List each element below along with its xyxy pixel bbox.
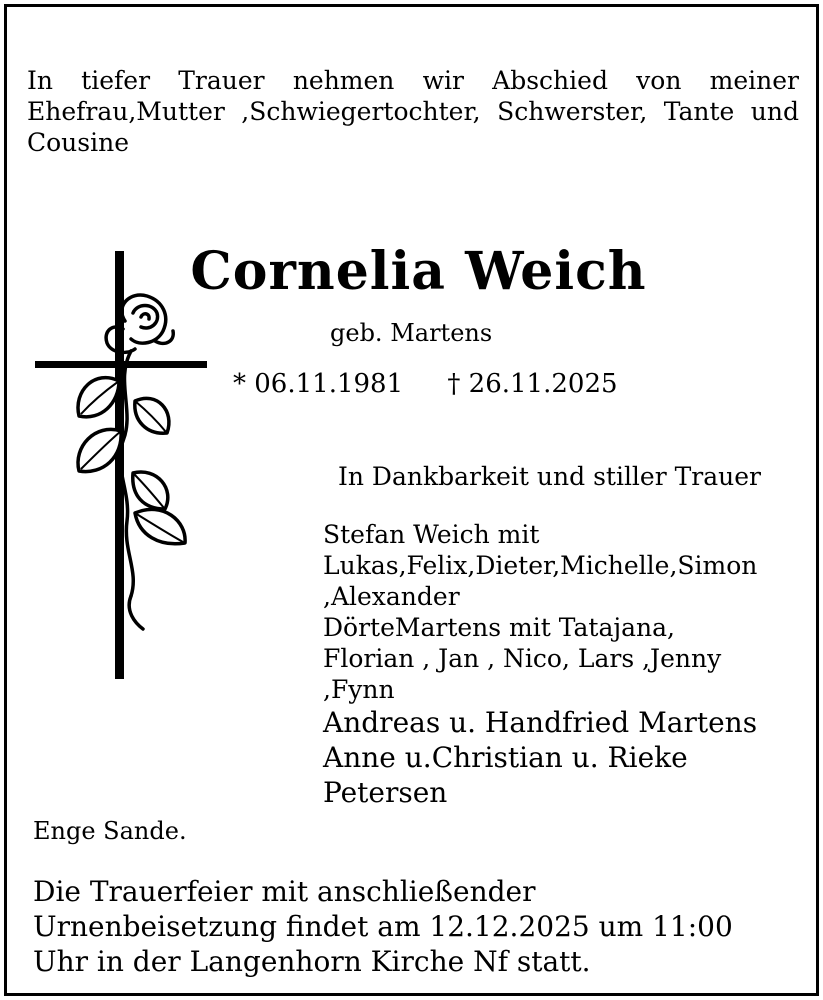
cross-with-rose-icon xyxy=(35,251,213,679)
family-line: ,Alexander xyxy=(323,582,460,611)
family-line: Petersen xyxy=(323,776,448,809)
deceased-name: Cornelia Weich xyxy=(190,241,647,302)
maiden-name: geb. Martens xyxy=(330,319,493,347)
life-dates xyxy=(233,369,618,399)
intro-text: In tiefer Trauer nehmen wir Abschied von meiner Ehefrau,Mutter ,Schwiegertochter, Schwerster, Tante und Cousine xyxy=(27,66,799,157)
death-date: † 26.11.2025 xyxy=(447,369,618,399)
family-line: Lukas,Felix,Dieter,Michelle,Simon xyxy=(323,551,758,580)
place-name: Enge Sande. xyxy=(33,817,187,845)
birth-date: * 06.11.1981 xyxy=(233,369,404,399)
grief-line: In Dankbarkeit und stiller Trauer xyxy=(338,462,761,491)
ceremony-line: Urnenbeisetzung findet am 12.12.2025 um 11:00 xyxy=(33,910,733,943)
family-line: DörteMartens mit Tatajana, xyxy=(323,613,675,642)
ceremony-line: Uhr in der Langenhorn Kirche Nf statt. xyxy=(33,945,591,978)
family-line: Florian , Jan , Nico, Lars ,Jenny xyxy=(323,644,722,673)
family-line: Stefan Weich mit xyxy=(323,520,540,549)
family-line: ,Fynn xyxy=(323,675,395,704)
family-line: Anne u.Christian u. Rieke xyxy=(323,741,688,774)
family-line: Andreas u. Handfried Martens xyxy=(323,706,758,739)
family-list xyxy=(323,519,803,810)
ceremony-line: Die Trauerfeier mit anschließender xyxy=(33,875,536,908)
ceremony-notice xyxy=(33,874,733,979)
obituary-frame xyxy=(4,4,819,996)
